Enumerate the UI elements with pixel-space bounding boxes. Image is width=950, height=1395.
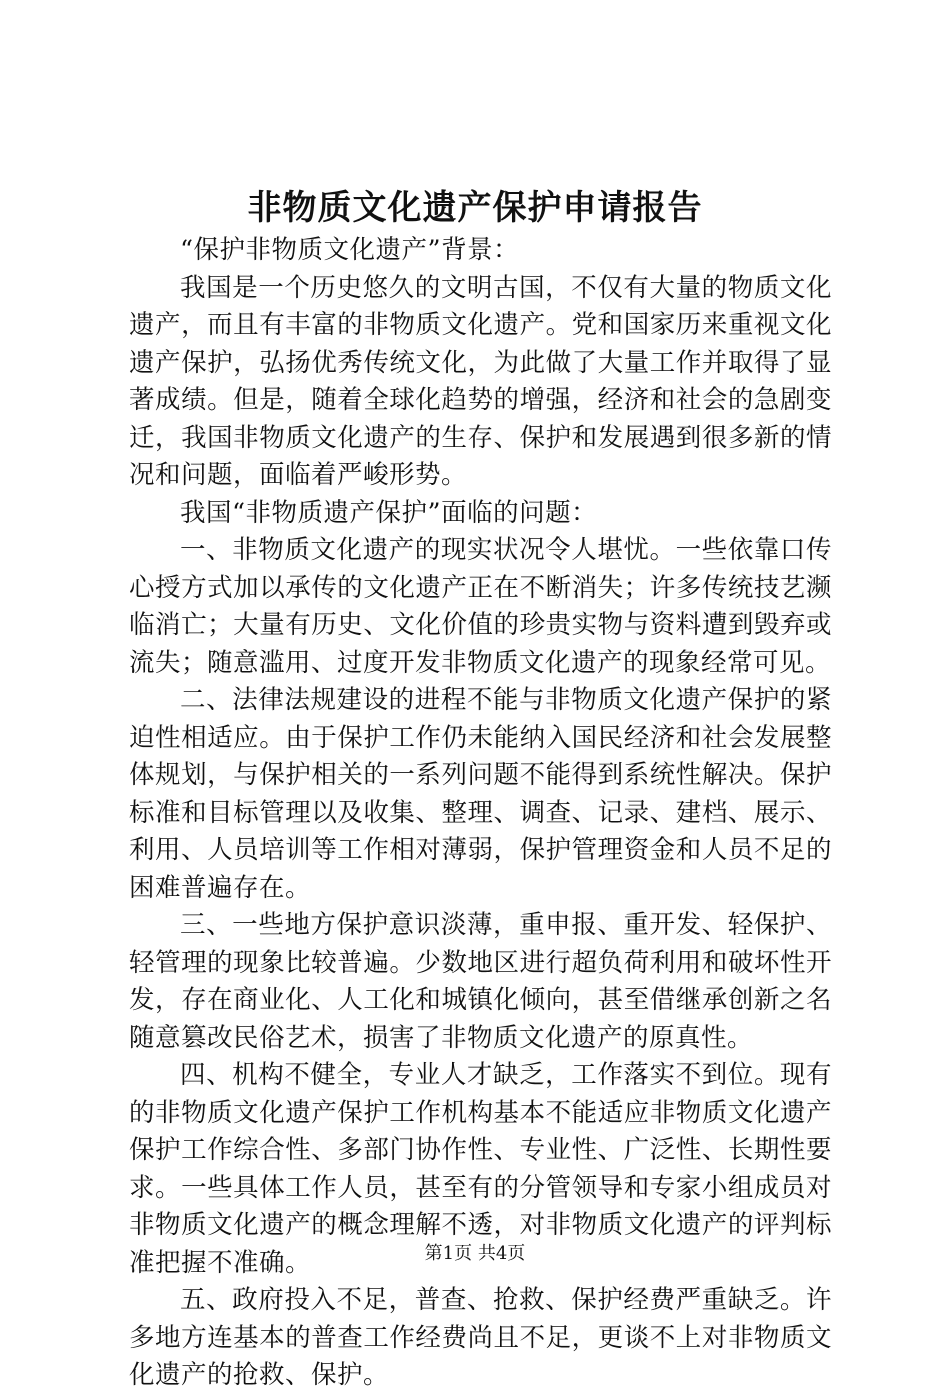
document-body (129, 232, 832, 1395)
page-indicator: 第1页 共4页 (424, 1243, 526, 1264)
paragraph-problem-5: 五、政府投入不足，普查、抢救、保护经费严重缺乏。许多地方连基本的普查工作经费尚且不足，更谈不上对非物质文化遗产的抢救、保护。 (129, 1285, 832, 1390)
document-title: 非物质文化遗产保护申请报告 (247, 188, 703, 228)
paragraph-problem-2: 二、法律法规建设的进程不能与非物质文化遗产保护的紧迫性相适应。由于保护工作仍未能纳入国民经济和社会发展整体规划，与保护相关的一系列问题不能得到系统性解决。保护标准和目标管理以及收集、整理、调查、记录、建档、展示、利用、人员培训等工作相对薄弱，保护管理资金和人员不足的困难普遍存在。 (129, 685, 832, 903)
paragraph-background-heading: “保护非物质文化遗产”背景： (180, 235, 520, 265)
paragraph-problems-heading: 我国“非物质遗产保护”面临的问题： (180, 497, 598, 528)
paragraph-problem-1: 一、非物质文化遗产的现实状况令人堪忧。一些依靠口传心授方式加以承传的文化遗产正在不断消失；许多传统技艺濒临消亡；大量有历史、文化价值的珍贵实物与资料遭到毁弃或流失；随意滥用、过度开发非物质文化遗产的现象经常可见。 (129, 535, 832, 678)
paragraph-problem-3: 三、一些地方保护意识淡薄，重申报、重开发、轻保护、轻管理的现象比较普遍。少数地区进行超负荷利用和破坏性开发，存在商业化、人工化和城镇化倾向，甚至借继承创新之名随意篡改民俗艺术，损害了非物质文化遗产的原真性。 (129, 910, 832, 1053)
paragraph-problem-4: 四、机构不健全，专业人才缺乏，工作落实不到位。现有的非物质文化遗产保护工作机构基本不能适应非物质文化遗产保护工作综合性、多部门协作性、专业性、广泛性、长期性要求。一些具体工作人员，甚至有的分管领导和专家小组成员对非物质文化遗产的概念理解不透，对非物质文化遗产的评判标准把握不准确。 (129, 1060, 832, 1278)
paragraph-background: 我国是一个历史悠久的文明古国，不仅有大量的物质文化遗产，而且有丰富的非物质文化遗产。党和国家历来重视文化遗产保护，弘扬优秀传统文化，为此做了大量工作并取得了显著成绩。但是，随着全球化趋势的增强，经济和社会的急剧变迁，我国非物质文化遗产的生存、保护和发展遇到很多新的情况和问题，面临着严峻形势。 (129, 272, 832, 490)
